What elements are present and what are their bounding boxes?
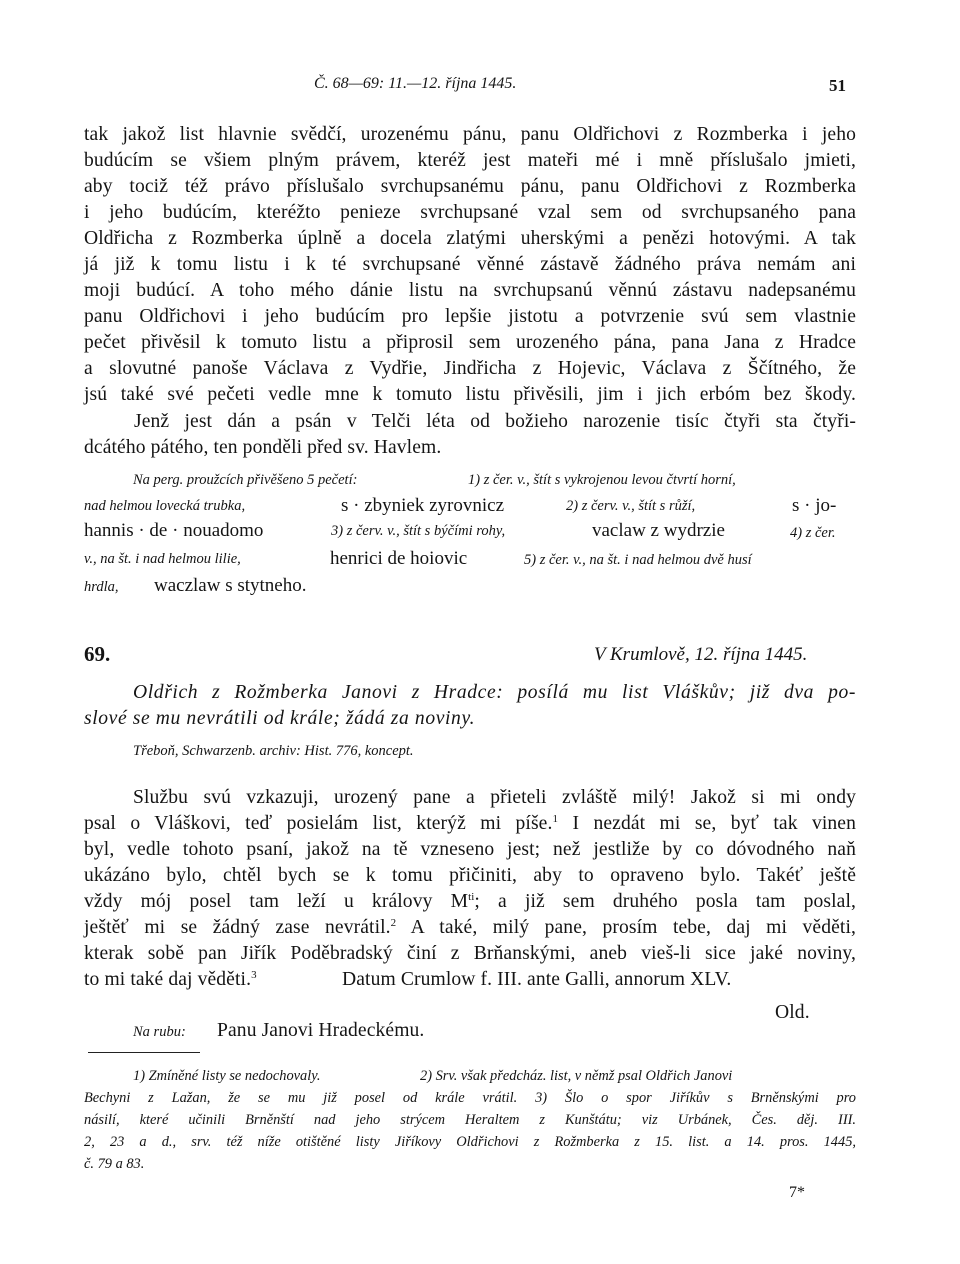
footnote-ref: 1: [552, 813, 559, 825]
letter-line: Službu svú vzkazuji, urozený pane a přieteli zvláště milý! Jakož si mi ondy: [133, 787, 856, 808]
footnote-ref: 2: [390, 917, 397, 929]
seal-legend: hannis · de · nouadomo: [84, 520, 264, 541]
footnote: 2) Srv. však předcház. list, v němž psal Oldřich Janovi: [420, 1068, 733, 1084]
footnote-ref: 3: [251, 969, 257, 981]
letter-fragment: vždy mój posel tam leží u královy M: [84, 891, 469, 912]
seal-legend: s · zbyniek zyrovnicz: [341, 495, 505, 516]
seal-legend: vaclaw z wydrzie: [592, 520, 725, 541]
letter-line: kterak sobě pan Jiřík Poděbradský činí z Brňanskými, aneb vieš-li sice jaké noviny,: [84, 943, 856, 964]
letter-line: [84, 918, 856, 938]
seal-legend: s · jo-: [792, 495, 837, 516]
seal-note-item: 2) z červ. v., štít s růží,: [566, 498, 696, 514]
text-line: Oldřicha z Rozmberka úplně a docela zlatými uherskými a penězi hotovými. A tak: [84, 228, 856, 249]
seal-note-item: 5) z čer. v., na št. i nad helmou dvě husí: [524, 552, 752, 568]
letter-line: ukázáno bylo, chtěl bych se k tomu přičiniti, aby to opraveno bylo. Takéť ještě: [84, 865, 856, 886]
regest-line: Oldřich z Rožmberka Janovi z Hradce: posílá mu list Vláškův; již dva po-: [133, 682, 856, 703]
footnote-line: č. 79 a 83.: [84, 1156, 145, 1172]
footnote-separator: [88, 1052, 200, 1053]
running-title: Č. 68—69: 11.—12. října 1445.: [314, 75, 517, 92]
letter-fragment: to mi také daj věděti.: [84, 969, 252, 990]
text-line: pečet přivěsil k tomuto listu a připrosil sem urozeného pána, pana Jana z Hradce: [84, 332, 856, 353]
text-line: a slovutné panoše Václava z Vydřie, Jindřicha z Hojevic, Václava z Ščítného, že: [84, 358, 856, 379]
footnote: 1) Zmíněné listy se nedochovaly.: [133, 1068, 321, 1084]
seal-legend: waczlaw s stytneho.: [154, 575, 307, 596]
closing-line: dcátého pátého, ten ponděli před sv. Havlem.: [84, 437, 442, 458]
letter-fragment: ; a již sem druhého posla tam poslal,: [474, 891, 856, 912]
seal-legend: henrici de hoiovic: [330, 548, 468, 569]
seal-note-intro: Na perg. proužcích přivěšeno 5 pečetí:: [133, 472, 358, 488]
footnote-line: 2, 23 a d., srv. též níže otištěné listy Jiříkovy Oldřichovi z Rožmberka z 15. list. a 14. pros. 1445,: [84, 1134, 856, 1150]
signature: Old.: [775, 1002, 810, 1023]
seal-note-item: v., na št. i nad helmou lilie,: [84, 551, 241, 567]
seal-note-item: 1) z čer. v., štít s vykrojenou levou čtvrtí horní,: [468, 472, 736, 488]
superscript: ti: [468, 891, 475, 903]
archive-source: Třeboň, Schwarzenb. archiv: Hist. 776, koncept.: [133, 743, 414, 759]
dating-clause: Datum Crumlow f. III. ante Galli, annorum XLV.: [342, 969, 732, 990]
closing-line: Jenž jest dán a psán v Telči léta od božieho narozenie tisíc čtyři sta čtyři-: [134, 411, 856, 432]
letter-line: [84, 814, 856, 834]
text-line: panu Oldřichovi i jeho budúcím pro lepšie jistotu a potvrzenie svú sem vlastnie: [84, 306, 856, 327]
verso-text: Panu Janovi Hradeckému.: [217, 1020, 425, 1041]
text-line: tak jakož list hlavnie svědčí, urozenému pánu, panu Oldřichovi z Rozmberka i jeho: [84, 124, 856, 145]
text-line: i jeho budúcím, kteréžto penieze svrchupsané vzal sem od svrchupsaného pana: [84, 202, 856, 223]
signature-mark: 7*: [789, 1184, 805, 1201]
regest-line: slové se mu nevrátili od krále; žádá za noviny.: [84, 708, 476, 729]
text-line: moji budúcí. A toho mého dánie listu na svrchupsanú věnnú zástavu nadepsanému: [84, 280, 856, 301]
seal-note-item: 3) z červ. v., štít s býčími rohy,: [331, 523, 506, 539]
text-line: jsú také své pečeti vedle mne k tomuto listu přivěsili, jim i jich erbóm bez škody.: [84, 384, 856, 405]
letter-line: byl, vedle tohoto psaní, jakož na tě vzneseno jest; než jestliže by co dóvodného naň: [84, 839, 856, 860]
letter-fragment: A také, milý pane, prosím tebe, daj mi věděti,: [396, 917, 856, 938]
document-number: 69.: [84, 642, 111, 666]
letter-line: [84, 970, 257, 990]
verso-label: Na rubu:: [133, 1024, 186, 1040]
letter-fragment: I nezdát mi se, byť tak vinen: [558, 813, 856, 834]
text-line: budúcím se všiem plným právem, kteréž jest mateři mé i mně příslušalo jmieti,: [84, 150, 856, 171]
place-date: V Krumlově, 12. října 1445.: [594, 644, 808, 665]
text-line: aby tociž též právo příslušalo svrchupsanému pánu, panu Oldřichovi z Rozmberka: [84, 176, 856, 197]
seal-note-item: hrdla,: [84, 579, 119, 595]
letter-fragment: ještěť mi se žádný zase nevrátil.: [84, 917, 391, 938]
text-line: já již k tomu listu i k té svrchupsané věnné zástavě žádného práva nemám ani: [84, 254, 856, 275]
footnote-line: násilí, které učinili Brněnští nad jeho strýcem Heraltem z Kunštátu; viz Urbánek, Čes. děj. III.: [84, 1112, 856, 1128]
seal-note-item: nad helmou lovecká trubka,: [84, 498, 246, 514]
letter-fragment: psal o Vláškovi, teď posielám list, kterýž mi píše.: [84, 813, 553, 834]
footnote-line: Bechyni z Lažan, že se mu již posel od krále vrátil. 3) Šlo o spor Jiříkův s Brněnskými pro: [84, 1090, 856, 1106]
letter-line: [84, 892, 856, 912]
seal-note-item: 4) z čer.: [790, 525, 836, 541]
page-number: 51: [829, 76, 846, 95]
